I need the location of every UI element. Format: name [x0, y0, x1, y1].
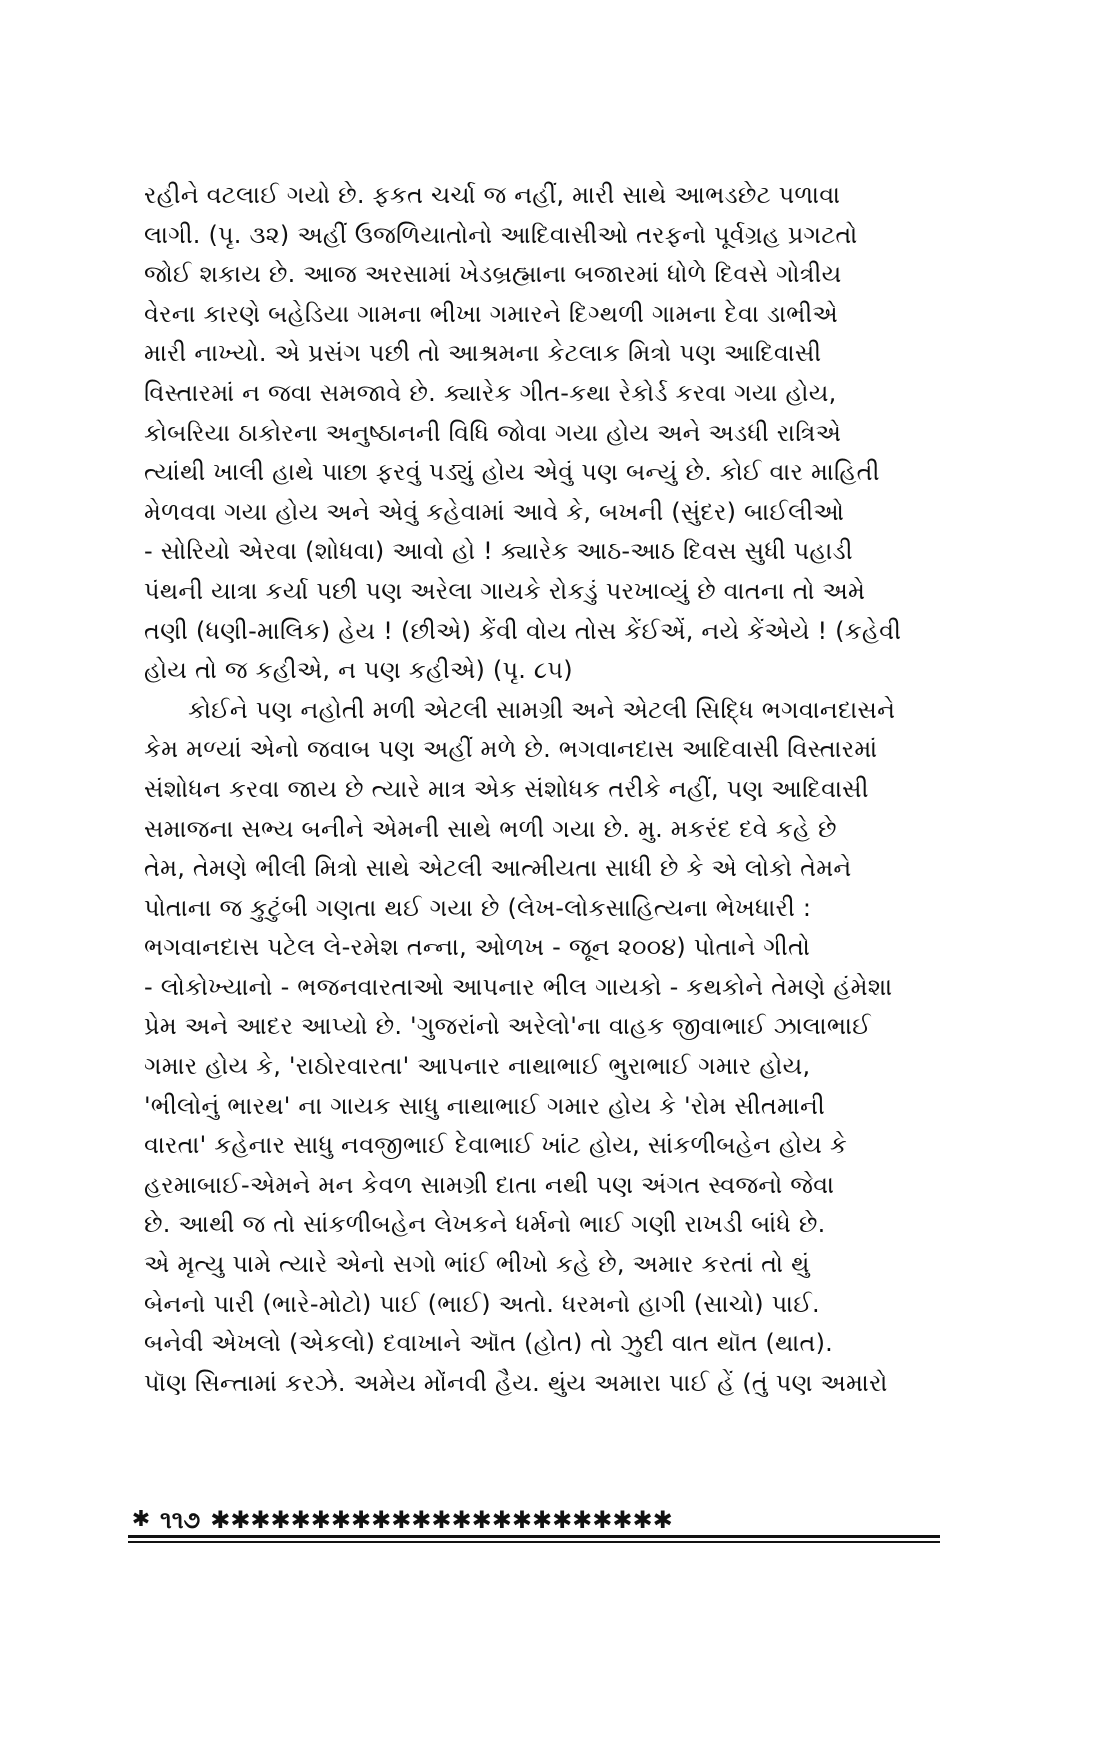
- text-line: 'ભીલોનું ભારથ' ના ગાયક સાધુ નાથાભાઈ ગમાર હોય કે 'રોમ સીતમાની: [144, 1091, 825, 1120]
- page-footer: [128, 1505, 940, 1545]
- star-border-ornament: ✱✱✱✱✱✱✱✱✱✱✱✱✱✱✱✱✱✱✱✱✱✱✱: [210, 1506, 673, 1534]
- page-number: ૧૧૭: [160, 1506, 201, 1534]
- text-line: મેળવવા ગયા હોય અને એવું કહેવામાં આવે કે, બખની (સુંદર) બાઈલીઓ: [144, 497, 845, 526]
- paragraph-start-line: કોઈને પણ નહોતી મળી એટલી સામગ્રી અને એટલી સિદ્ધિ ભગવાનદાસને: [188, 695, 896, 724]
- text-line: એ મૃત્યુ પામે ત્યારે એનો સગો ભાંઈ ભીખો કહે છે, અમાર કરતાં તો થું: [144, 1250, 810, 1279]
- text-line: ભગવાનદાસ પટેલ લે-રમેશ તન્ના, ઓળખ - જૂન ૨૦૦૪) પોતાને ગીતો: [144, 933, 811, 962]
- text-line: વેરના કારણે બહેડિયા ગામના ભીખા ગમારને દિગ્થળી ગામના દેવા ડાભીએ: [144, 299, 838, 328]
- text-line: - લોકોખ્યાનો - ભજનવારતાઓ આપનાર ભીલ ગાયકો - કથકોને તેમણે હંમેશા: [144, 972, 893, 1001]
- text-line: તેમ, તેમણે ભીલી મિત્રો સાથે એટલી આત્મીયતા સાધી છે કે એ લોકો તેમને: [144, 854, 852, 883]
- text-line: ત્યાંથી ખાલી હાથે પાછા ફરવું પડ્યું હોય એવું પણ બન્યું છે. કોઈ વાર માહિતી: [144, 458, 880, 487]
- text-line: છે. આથી જ તો સાંકળીબહેન લેખકને ધર્મનો ભાઈ ગણી રાખડી બાંધે છે.: [144, 1210, 826, 1239]
- text-line: લાગી. (પૃ. ૩૨) અહીં ઉજળિયાતોનો આદિવાસીઓ તરફનો પૂર્વગ્રહ પ્રગટતો: [144, 220, 858, 249]
- star-ornament-icon: ✱: [131, 1507, 151, 1532]
- text-line: પૉણ સિન્તામાં કરઝે. અમેય મોંનવી હૈય. થુંય અમારા પાઈ હેં (તું પણ અમારો: [144, 1368, 888, 1397]
- text-line: તણી (ધણી-માલિક) હેય ! (છીએ) કેંવી વોય તોસ કેંઈએં, નયે કેંએયે ! (કહેવી: [144, 616, 902, 645]
- text-line: સંશોધન કરવા જાય છે ત્યારે માત્ર એક સંશોધક તરીકે નહીં, પણ આદિવાસી: [144, 774, 869, 803]
- text-line: પંથની યાત્રા કર્યા પછી પણ અરેલા ગાયકે રોકડું પરખાવ્યું છે વાતના તો અમે: [144, 576, 866, 605]
- text-line: ગમાર હોય કે, 'રાઠોરવારતા' આપનાર નાથાભાઈ ભુરાભાઈ ગમાર હોય,: [144, 1052, 811, 1081]
- text-line: પોતાના જ કુટુંબી ગણતા થઈ ગયા છે (લેખ-લોકસાહિત્યના ભેખધારી :: [144, 893, 812, 922]
- text-line: હોય તો જ કહીએ, ન પણ કહીએ) (પૃ. ૮૫): [144, 656, 573, 685]
- text-line: કોબરિયા ઠાકોરના અનુષ્ઠાનની વિધિ જોવા ગયા હોય અને અડધી રાત્રિએ: [144, 418, 842, 447]
- text-line: બનેવી એખલો (એકલો) દવાખાને ઑત (હોત) તો ઝુદી વાત થૉત (થાત).: [144, 1329, 833, 1358]
- text-line: સમાજના સભ્ય બનીને એમની સાથે ભળી ગયા છે. મુ. મકરંદ દવે કહે છે: [144, 814, 837, 843]
- text-line: વારતા' કહેનાર સાધુ નવજીભાઈ દેવાભાઈ ખાંટ હોય, સાંકળીબહેન હોય કે: [144, 1131, 847, 1160]
- text-line: - સોરિયો એરવા (શોધવા) આવો હો ! ક્યારેક આઠ-આઠ દિવસ સુધી પહાડી: [144, 537, 853, 566]
- footer-rule-secondary: [128, 1541, 940, 1543]
- text-line: પ્રેમ અને આદર આપ્યો છે. 'ગુજરાંનો અરેલો'ના વાહક જીવાભાઈ ઝાલાભાઈ: [144, 1012, 871, 1041]
- text-line: કેમ મળ્યાં એનો જવાબ પણ અહીં મળે છે. ભગવાનદાસ આદિવાસી વિસ્તારમાં: [144, 735, 878, 764]
- body-text: [144, 176, 944, 1403]
- footer-content: [128, 1505, 673, 1535]
- text-line: રહીને વટલાઈ ગયો છે. ફકત ચર્ચા જ નહીં, મારી સાથે આભડછેટ પળાવા: [144, 181, 841, 209]
- footer-rule: [128, 1535, 940, 1538]
- text-line: વિસ્તારમાં ન જવા સમજાવે છે. ક્યારેક ગીત-કથા રેકોર્ડ કરવા ગયા હોય,: [144, 378, 837, 407]
- text-line: બેનનો પારી (ભારે-મોટો) પાઈ (ભાઈ) અતો. ધરમનો હાગી (સાચો) પાઈ.: [144, 1289, 820, 1318]
- text-line: જોઈ શકાય છે. આજ અરસામાં ખેડબ્રહ્માના બજારમાં ધોળે દિવસે ગોત્રીય: [144, 260, 842, 289]
- text-line: હરમાબાઈ-એમને મન કેવળ સામગ્રી દાતા નથી પણ અંગત સ્વજનો જેવા: [144, 1170, 835, 1199]
- text-line: મારી નાખ્યો. એ પ્રસંગ પછી તો આશ્રમના કેટલાક મિત્રો પણ આદિવાસી: [144, 339, 822, 368]
